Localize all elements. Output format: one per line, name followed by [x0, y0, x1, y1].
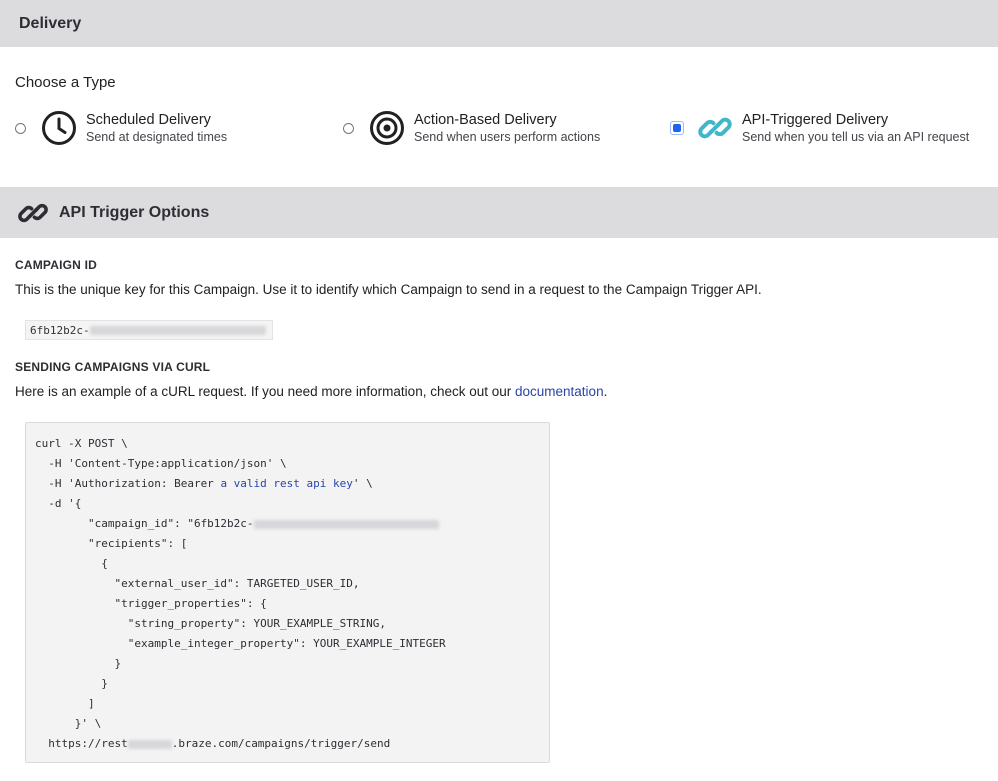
code-text: .braze.com/campaigns/trigger/send — [171, 737, 391, 750]
delivery-title: Delivery — [19, 14, 82, 32]
campaign-id-value: 6fb12b2c- — [30, 323, 90, 337]
link-icon — [17, 197, 49, 229]
code-line: -H 'Content-Type:application/json' \ — [35, 457, 287, 470]
redacted-text — [128, 740, 172, 749]
code-text: "campaign_id": "6fb12b2c- — [35, 517, 254, 530]
option-scheduled-delivery[interactable] — [15, 108, 227, 148]
code-line: "recipients": [ — [35, 537, 188, 550]
action-based-delivery-title: Action-Based Delivery — [414, 111, 557, 128]
api-key-placeholder: a valid rest api key — [220, 477, 353, 490]
option-api-triggered-delivery[interactable] — [670, 108, 969, 148]
code-text: -H 'Authorization: Bearer — [35, 477, 221, 490]
code-text: ' \ — [352, 477, 373, 490]
clock-icon — [41, 110, 77, 146]
code-line — [35, 737, 390, 751]
target-icon — [369, 110, 405, 146]
code-line — [35, 477, 373, 491]
action-based-delivery-radio[interactable] — [343, 123, 354, 134]
code-line: { — [35, 557, 108, 570]
api-triggered-delivery-radio[interactable] — [670, 121, 684, 135]
option-action-based-delivery[interactable] — [343, 108, 600, 148]
curl-section-description — [15, 384, 607, 399]
delivery-header — [0, 0, 998, 47]
code-line — [35, 517, 439, 531]
curl-section-label: SENDING CAMPAIGNS VIA CURL — [15, 360, 211, 374]
code-line: ] — [35, 697, 95, 710]
curl-code-block — [25, 422, 550, 763]
action-based-delivery-subtitle: Send when users perform actions — [414, 129, 601, 144]
redacted-text — [90, 326, 266, 335]
code-line: } — [35, 657, 122, 670]
api-trigger-options-header — [0, 187, 998, 238]
api-triggered-delivery-subtitle: Send when you tell us via an API request — [742, 129, 970, 144]
scheduled-delivery-title: Scheduled Delivery — [86, 111, 211, 128]
campaign-id-description: This is the unique key for this Campaign. Use it to identify which Campaign to send in a request to the Campaign Trigger API. — [15, 282, 762, 297]
documentation-link[interactable]: documentation — [515, 384, 604, 399]
api-trigger-options-title: API Trigger Options — [59, 203, 210, 221]
redacted-text — [254, 520, 439, 529]
code-line: -d '{ — [35, 497, 82, 510]
scheduled-delivery-radio[interactable] — [15, 123, 26, 134]
scheduled-delivery-subtitle: Send at designated times — [86, 129, 228, 144]
code-line: }' \ — [35, 717, 102, 730]
code-line: "example_integer_property": YOUR_EXAMPLE_INTEGER — [35, 637, 446, 650]
code-line: curl -X POST \ — [35, 437, 128, 450]
link-icon — [697, 110, 733, 146]
campaign-id-label: CAMPAIGN ID — [15, 258, 97, 272]
choose-type-label: Choose a Type — [15, 74, 116, 91]
campaign-id-field[interactable] — [25, 320, 273, 340]
curl-description-text: Here is an example of a cURL request. If you need more information, check out our — [15, 384, 516, 399]
code-text: https://rest — [35, 737, 128, 750]
code-line: "external_user_id": TARGETED_USER_ID, — [35, 577, 360, 590]
code-line: } — [35, 677, 108, 690]
api-triggered-delivery-title: API-Triggered Delivery — [742, 111, 889, 128]
code-line: "trigger_properties": { — [35, 597, 267, 610]
code-line: "string_property": YOUR_EXAMPLE_STRING, — [35, 617, 386, 630]
curl-description-suffix: . — [603, 384, 608, 399]
